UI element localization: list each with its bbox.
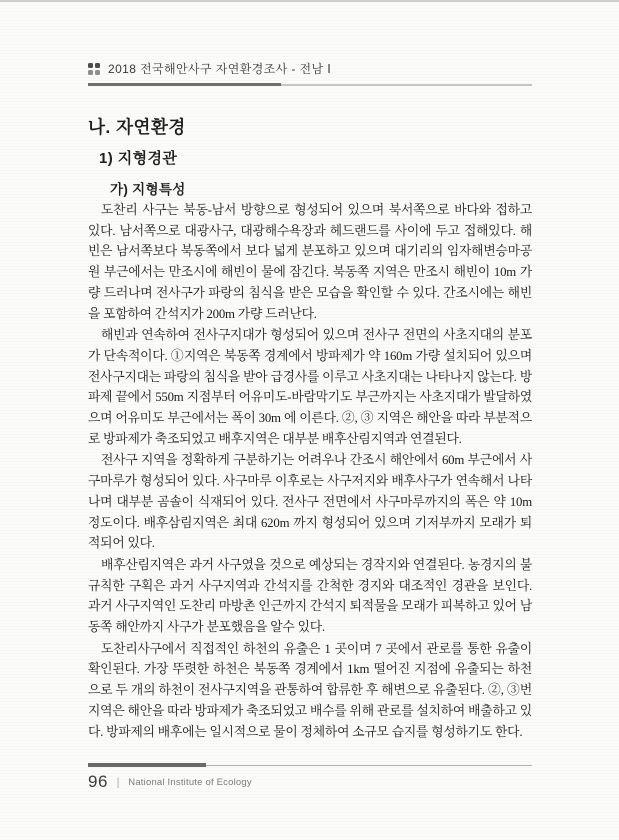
footer-rule <box>88 763 532 767</box>
header-rule-dark-segment <box>88 83 281 86</box>
subsubsection-heading-landform-characteristics: 가) 지형특성 <box>110 182 186 197</box>
subsection-heading-landform-landscape: 1) 지형경관 <box>99 150 178 167</box>
header-rule <box>88 83 532 86</box>
paragraph-foredune-zone: 해빈과 연속하여 전사구지대가 형성되어 있으며 전사구 전면의 사초지대의 분포가 단속적이다. ①지역은 북동쪽 경계에서 방파제가 약 160m 가량 설치되어 있으며 전사구지대는 파랑의 침식을 받아 급경사를 이루고 사초지대는 나타나지 않는다. 방파제 끝에서 550m 지점부터 어유미도-바람막기도 부근까지는 사초지대가 발달하였으며 어유미도 부근에서는 폭이 30m 에 이른다. ②, ③ 지역은 해안을 따라 부분적으로 방파제가 축조되었고 배후지역은 대부분 배후산림지역과 연결된다. <box>88 328 532 446</box>
scan-top-edge <box>0 0 619 2</box>
header-rule-light-segment <box>281 84 532 86</box>
page-number: 96 <box>88 772 108 791</box>
page-header <box>88 60 532 77</box>
institute-name: National Institute of Ecology <box>128 776 252 788</box>
section-heading-natural-environment: 나. 자연환경 <box>88 117 186 137</box>
dots-grid-icon <box>88 63 100 75</box>
paragraph-dune-orientation: 도찬리 사구는 북동-남서 방향으로 형성되어 있으며 북서쪽으로 바다와 접하고 있다. 남서쪽으로 대광사구, 대광해수욕장과 헤드랜드를 사이에 두고 접해있다. 해빈은 남서쪽보다 북동쪽에서 보다 넓게 분포하고 있으며 대기리의 임자해변승마공원 부근에서는 만조시에 해빈이 물에 잠긴다. 북동쪽 지역은 만조시 해빈이 10m 가량 드러나며 전사구가 파랑의 침식을 받은 모습을 확인할 수 있다. 간조시에는 해빈을 포함하여 간석지가 200m 가량 드러난다. <box>88 203 532 321</box>
paragraph-backdune-forest: 배후산림지역은 과거 사구였을 것으로 예상되는 경작지와 연결된다. 농경지의 불규칙한 구획은 과거 사구지역과 간석지를 간척한 경지와 대조적인 경관을 보인다. 과거 사구지역인 도찬리 마방촌 인근까지 간석지 퇴적물을 모래가 피복하고 있어 남동쪽 해안까지 사구가 분포했음을 알수 있다. <box>88 557 532 635</box>
report-title: 2018 전국해안사구 자연환경조사 - 전남 Ⅰ <box>108 62 332 76</box>
footer-rule-light-segment <box>206 765 532 766</box>
paragraph-stream-outflow: 도찬리사구에서 직접적인 하천의 유출은 1 곳이며 7 곳에서 관로를 통한 유출이 확인된다. 가장 뚜렷한 하천은 북동쪽 경계에서 1km 떨어진 지점에 유출되는 하천으로 두 개의 하천이 전사구지역을 관통하여 합류한 후 해변으로 유출된다. ②, ③번 지역은 해안을 따라 방파제가 축조되었고 배수를 위해 관로를 설치하여 배출하고 있다. 방파제의 배후에는 일시적으로 물이 정체하여 소규모 습지를 형성하기도 한다. <box>88 641 532 739</box>
page-footer <box>88 772 252 792</box>
paragraph-dune-crest: 전사구 지역을 정확하게 구분하기는 어려우나 간조시 해안에서 60m 부근에서 사구마루가 형성되어 있다. 사구마루 이후로는 사구저지와 배후사구가 연속해서 나타나며 대부분 곰솔이 식재되어 있다. 전사구 전면에서 사구마루까지의 폭은 약 10m 정도이다. 배후삼림지역은 최대 620m 까지 형성되어 있으며 기저부까지 모래가 퇴적되어 있다. <box>88 453 532 551</box>
body-text <box>88 200 532 743</box>
footer-separator: | <box>116 776 120 788</box>
footer-rule-dark-segment <box>88 763 206 767</box>
